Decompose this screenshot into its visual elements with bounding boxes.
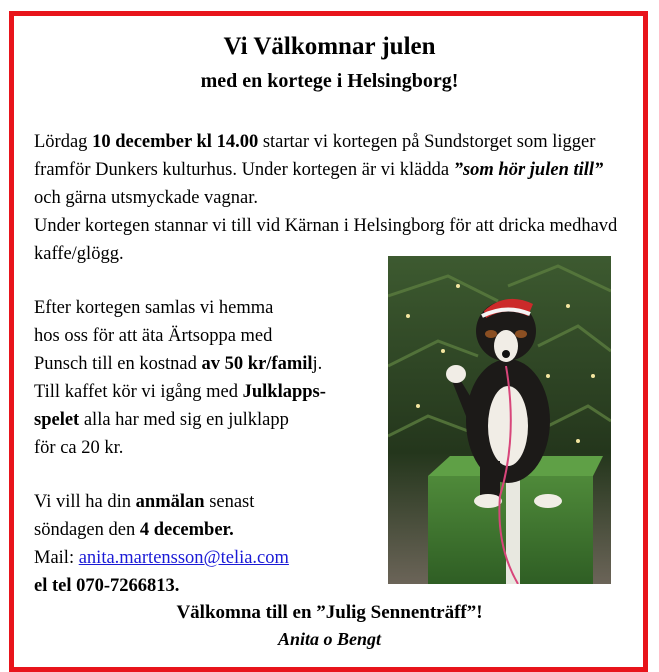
line: alla har med sig en julklapp <box>79 410 289 430</box>
price: av 50 kr/famil <box>201 354 313 374</box>
phone: el tel 070-7266813. <box>34 576 180 596</box>
email-link[interactable]: anita.martensson@telia.com <box>78 548 289 568</box>
line: j. <box>312 354 323 374</box>
rsvp-word: anmälan <box>135 492 205 512</box>
line: Efter kortegen samlas vi hemma <box>34 298 274 318</box>
line: söndagen den <box>34 520 140 540</box>
line: för ca 20 kr. <box>34 438 124 458</box>
dinner-paragraph <box>34 294 389 462</box>
dress-code: ”som hör julen till” <box>453 160 604 180</box>
line: Vi vill ha din <box>34 492 136 512</box>
line: hos oss för att äta Ärtsoppa med <box>34 326 273 346</box>
mail-label: Mail: <box>34 548 79 568</box>
text: Under kortegen stannar vi till vid Kärnan i Helsingborg för att dricka medhavd kaffe/glögg. <box>34 216 618 264</box>
line: senast <box>204 492 255 512</box>
line: Punsch till en kostnad <box>34 354 202 374</box>
line: Till kaffet kör vi igång med <box>34 382 243 402</box>
text: startar vi kortegen på Sundstorget som ligger framför Dunkers kulturhus. Under kortegen är vi klädda <box>34 132 596 180</box>
page-subtitle: med en kortege i Helsingborg! <box>200 70 459 92</box>
game-name: Julklapps- <box>242 382 326 402</box>
game-name-cont: spelet <box>34 410 80 430</box>
text: Lördag <box>34 132 93 152</box>
page-title: Vi Välkomnar julen <box>223 33 436 60</box>
rsvp-paragraph <box>34 488 389 600</box>
closing-line: Välkomna till en ”Julig Sennenträff”! <box>176 602 483 623</box>
text: och gärna utsmyckade vagnar. <box>34 188 258 208</box>
dog-photo-icon <box>388 256 611 584</box>
intro-paragraph <box>34 128 624 268</box>
date-time: 10 december kl 14.00 <box>92 132 259 152</box>
deadline: 4 december. <box>139 520 234 540</box>
signature: Anita o Bengt <box>277 629 382 649</box>
